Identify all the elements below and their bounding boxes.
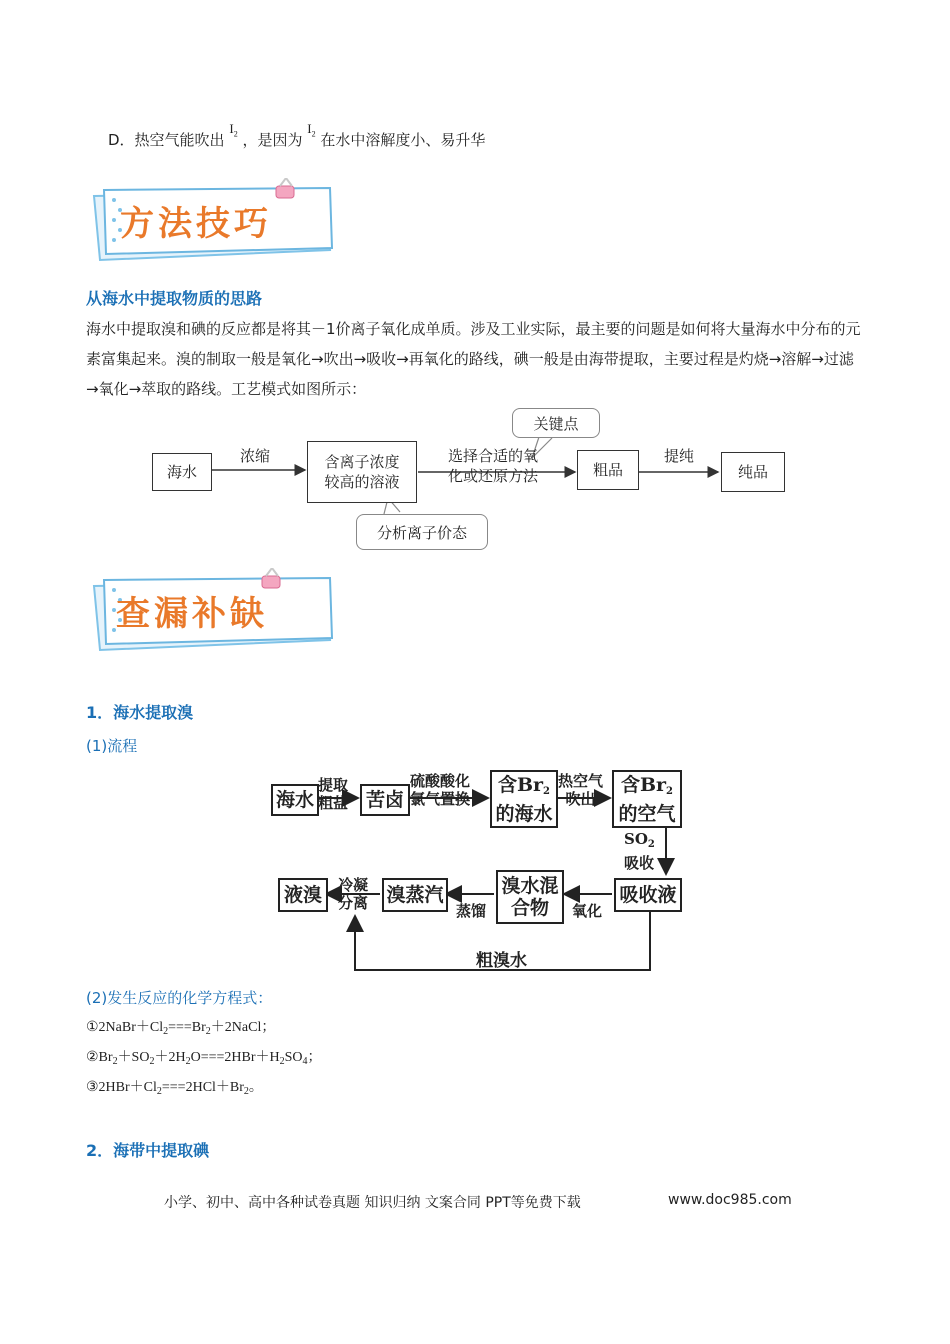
box-pure-product: 纯品 bbox=[721, 452, 785, 492]
box-bromine-vapor: 溴蒸汽 bbox=[382, 878, 448, 912]
equation-3: $③2HBr+Cl_2===2HCl+Br_2$。 bbox=[86, 1080, 263, 1097]
box-br2-air: 含$Br_2$ 的空气 bbox=[612, 770, 682, 828]
equation-2: $②Br_2+SO_2+2H_2O===2HBr+H_2SO_4$； bbox=[86, 1050, 322, 1067]
bromine-process-diagram bbox=[0, 760, 950, 980]
subheading-equations: (2)发生反应的化学方程式： bbox=[86, 989, 273, 1007]
banner-method-tips-text: 方法技巧 bbox=[120, 204, 272, 244]
box-solution-line2: 较高的溶液 bbox=[324, 473, 400, 491]
box-seawater: 海水 bbox=[271, 784, 319, 816]
option-d-suffix: 在水中溶解度小、易升华 bbox=[320, 131, 486, 149]
option-d-prefix: D．热空气能吹出 bbox=[108, 131, 225, 149]
i2-symbol: $I_2$ bbox=[307, 121, 316, 139]
heading-iodine-extraction: 2．海带中提取碘 bbox=[86, 1141, 210, 1160]
label-so2-absorb: $SO_2$ 吸收 bbox=[624, 830, 655, 872]
label-redox-line1: 选择合适的氧 bbox=[448, 447, 539, 465]
banner-method-tips bbox=[86, 178, 336, 268]
option-d-line bbox=[108, 121, 486, 157]
equation-1: $①2NaBr+Cl_2===Br_2+2NaCl$； bbox=[86, 1020, 276, 1037]
box-bromine-water-mixture: 溴水混 合物 bbox=[496, 870, 564, 924]
box-high-concentration-solution bbox=[307, 441, 417, 503]
bromine-diagram-arrows bbox=[0, 760, 950, 980]
label-oxidize: 氧化 bbox=[572, 902, 603, 920]
box-crude-product: 粗品 bbox=[577, 450, 639, 490]
intro-paragraph: 海水中提取溴和碘的反应都是将其－1价离子氧化成单质。涉及工业实际，最主要的问题是如何将大量海水中分布的元素富集起来。溴的制取一般是氧化→吹出→吸收→再氧化的路线，碘一般是由海带提取，主要过程是灼烧→溶解→过滤→氧化→萃取的路线。工艺模式如图所示： bbox=[86, 320, 861, 398]
label-hot-air-blow: 热空气 吹出 bbox=[558, 772, 604, 808]
box-liquid-bromine: 液溴 bbox=[278, 878, 328, 912]
label-concentrate: 浓缩 bbox=[240, 447, 271, 465]
box-absorbing-liquid: 吸收液 bbox=[614, 878, 682, 912]
callout-key-point: 关键点 bbox=[512, 408, 600, 438]
label-condense-separate: 冷凝 分离 bbox=[338, 876, 369, 912]
label-distill: 蒸馏 bbox=[456, 902, 487, 920]
subheading-process: (1)流程 bbox=[86, 737, 138, 755]
label-acidify-chlorine: 硫酸酸化 氯气置换 bbox=[410, 772, 471, 808]
box-br2-seawater: 含$Br_2$ 的海水 bbox=[490, 770, 558, 828]
label-purify: 提纯 bbox=[664, 447, 695, 465]
box-bittern: 苦卤 bbox=[360, 784, 410, 816]
process-diagram bbox=[0, 400, 950, 560]
box-seawater: 海水 bbox=[152, 453, 212, 491]
footer-text: 小学、初中、高中各种试卷真题 知识归纳 文案合同 PPT等免费下载 bbox=[164, 1195, 581, 1211]
box-solution-line1: 含离子浓度 bbox=[324, 453, 400, 471]
footer-link[interactable]: www.doc985.com bbox=[668, 1192, 792, 1208]
callout-ion-valence: 分析离子价态 bbox=[356, 514, 488, 550]
banner-fill-gaps-text: 查漏补缺 bbox=[116, 594, 268, 634]
label-extract-salt: 提取 粗盐 bbox=[318, 776, 349, 812]
i2-symbol: $I_2$ bbox=[229, 121, 238, 139]
label-crude-bromine-water: 粗溴水 bbox=[476, 951, 527, 971]
label-redox-line2: 化或还原方法 bbox=[448, 467, 539, 485]
section-title: 从海水中提取物质的思路 bbox=[86, 289, 263, 308]
option-d-middle: ，是因为 bbox=[242, 131, 303, 149]
banner-fill-gaps bbox=[86, 568, 336, 658]
heading-bromine-extraction: 1．海水提取溴 bbox=[86, 703, 194, 722]
